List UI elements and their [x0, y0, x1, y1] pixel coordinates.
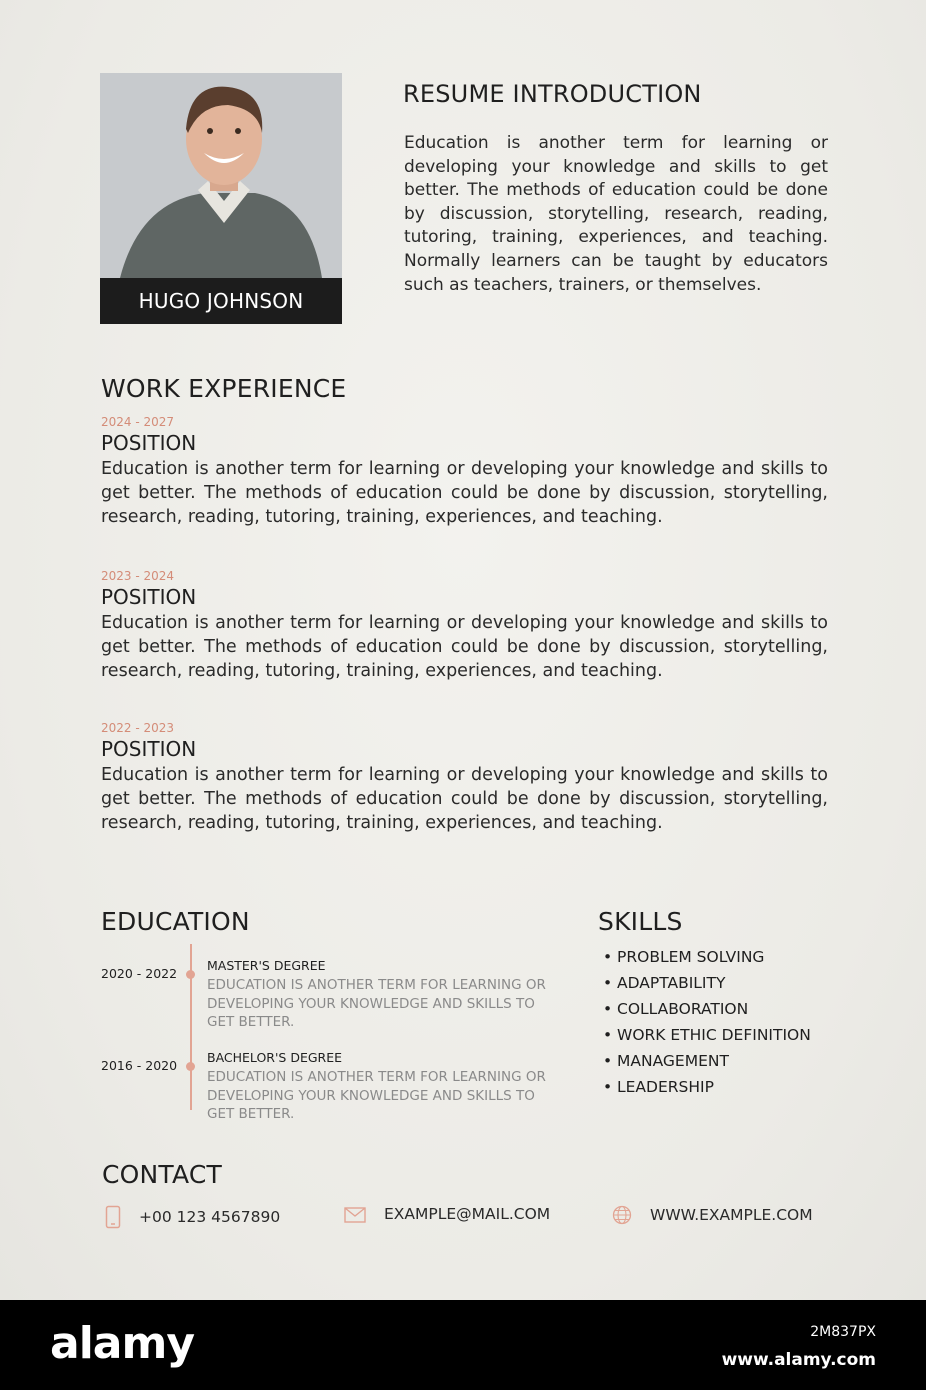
education-years: 2016 - 2020	[101, 1058, 178, 1073]
watermark-logo: alamy	[50, 1318, 194, 1369]
skill-item: • WORK ETHIC DEFINITION	[603, 1026, 811, 1044]
email-address: EXAMPLE@MAIL.COM	[384, 1205, 551, 1223]
website-url: WWW.EXAMPLE.COM	[650, 1206, 813, 1224]
education-degree: MASTER'S DEGREE	[207, 958, 326, 973]
contact-title: CONTACT	[102, 1160, 222, 1189]
profile-name: HUGO JOHNSON	[138, 289, 304, 313]
contact-phone[interactable]	[105, 1205, 280, 1229]
job-position: POSITION	[101, 585, 197, 609]
profile-photo	[100, 73, 342, 324]
skill-item: • ADAPTABILITY	[603, 974, 726, 992]
phone-icon	[105, 1205, 121, 1229]
mail-icon	[344, 1205, 366, 1223]
job-entry	[101, 568, 828, 683]
watermark-image-id: 2M837PX	[810, 1324, 876, 1340]
work-experience-title: WORK EXPERIENCE	[101, 374, 347, 403]
name-banner	[100, 278, 342, 324]
skill-item: • MANAGEMENT	[603, 1052, 729, 1070]
job-description: Education is another term for learning or developing your knowledge and skills to get better. The methods of education could be done by discussion, storytelling, research, reading, tutoring, training, experiences, and teaching.	[101, 459, 828, 527]
phone-number: +00 123 4567890	[139, 1208, 281, 1226]
job-position: POSITION	[101, 431, 197, 455]
job-dates: 2022 - 2023	[101, 721, 175, 735]
job-entry	[101, 414, 828, 529]
contact-website[interactable]	[612, 1205, 813, 1225]
skills-list	[603, 946, 811, 1102]
globe-icon	[612, 1205, 632, 1225]
education-title: EDUCATION	[101, 907, 250, 936]
intro-title: RESUME INTRODUCTION	[403, 80, 702, 108]
job-position: POSITION	[101, 737, 197, 761]
skills-title: SKILLS	[598, 907, 683, 936]
education-timeline-line	[190, 944, 192, 1110]
job-dates: 2023 - 2024	[101, 569, 175, 583]
timeline-dot	[186, 1062, 195, 1071]
job-entry	[101, 720, 828, 835]
intro-body: Education is another term for learning or developing your knowledge and skills to get better. The methods of education could be done by discussion, storytelling, research, reading, tutoring, training, experiences, and teaching. Normally learners can be taught by educators such as teachers, trainers, or themselves.	[404, 133, 828, 295]
skill-item: • LEADERSHIP	[603, 1078, 714, 1096]
skill-item: • COLLABORATION	[603, 1000, 749, 1018]
job-dates: 2024 - 2027	[101, 415, 175, 429]
education-description: EDUCATION IS ANOTHER TERM FOR LEARNING OR DEVELOPING YOUR KNOWLEDGE AND SKILLS TO GET BETTER.	[207, 977, 546, 1030]
timeline-dot	[186, 970, 195, 979]
skill-item: • PROBLEM SOLVING	[603, 948, 765, 966]
job-description: Education is another term for learning or developing your knowledge and skills to get better. The methods of education could be done by discussion, storytelling, research, reading, tutoring, training, experiences, and teaching.	[101, 765, 828, 833]
education-degree: BACHELOR'S DEGREE	[207, 1050, 343, 1065]
contact-email[interactable]	[344, 1205, 550, 1223]
job-description: Education is another term for learning or developing your knowledge and skills to get better. The methods of education could be done by discussion, storytelling, research, reading, tutoring, training, experiences, and teaching.	[101, 613, 828, 681]
watermark-url: www.alamy.com	[721, 1350, 876, 1370]
education-years: 2020 - 2022	[101, 966, 178, 981]
education-description: EDUCATION IS ANOTHER TERM FOR LEARNING OR DEVELOPING YOUR KNOWLEDGE AND SKILLS TO GET BETTER.	[207, 1069, 546, 1122]
